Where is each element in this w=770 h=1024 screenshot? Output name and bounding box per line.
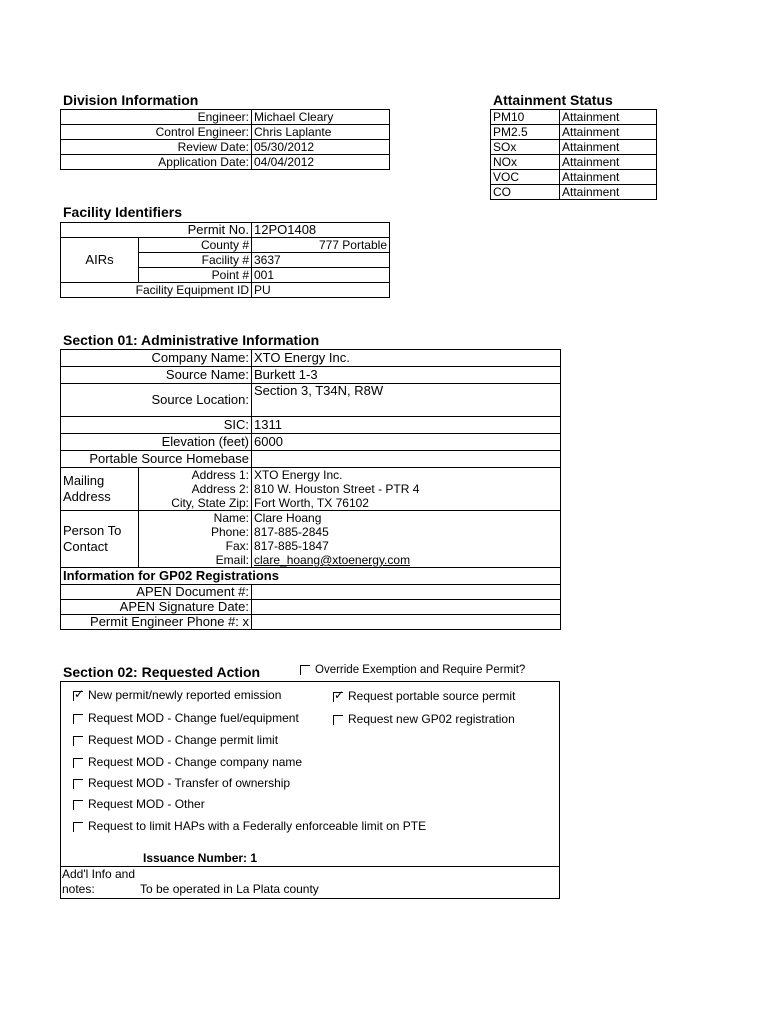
mailing-address-label xyxy=(61,468,139,511)
contact-fax-label: Fax: xyxy=(139,539,252,553)
option-label: Request MOD - Transfer of ownership xyxy=(88,776,291,790)
option-label: Request to limit HAPs with a Federally enforceable limit on PTE xyxy=(88,819,427,833)
pollutant-cell: VOC xyxy=(491,170,560,185)
homebase-label: Portable Source Homebase xyxy=(61,451,252,468)
table-row xyxy=(491,185,657,200)
option-label: Request MOD - Other xyxy=(88,797,205,811)
contact-label-line1: Person To xyxy=(63,523,122,538)
option-new-permit[interactable] xyxy=(73,688,281,702)
source-name-value: Burkett 1-3 xyxy=(252,367,561,384)
checkbox-icon xyxy=(333,715,343,725)
option-change-limit[interactable] xyxy=(73,733,278,747)
apen-signature-label: APEN Signature Date: xyxy=(61,600,252,615)
issuance-value: 1 xyxy=(250,851,258,865)
option-limit-haps[interactable] xyxy=(73,819,426,833)
option-label: Request MOD - Change company name xyxy=(88,755,303,769)
application-date-value: 04/04/2012 xyxy=(252,155,390,170)
status-cell: Attainment xyxy=(560,125,657,140)
sic-label: SIC: xyxy=(61,417,252,434)
table-row xyxy=(61,110,390,125)
option-gp02-registration[interactable] xyxy=(333,712,515,726)
checkbox-icon xyxy=(73,800,83,810)
table-row xyxy=(61,125,390,140)
option-label: New permit/newly reported emission xyxy=(88,688,282,702)
homebase-value xyxy=(252,451,561,468)
override-checkbox[interactable] xyxy=(300,663,525,677)
point-label: Point # xyxy=(139,268,252,283)
equipment-id-label: Facility Equipment ID xyxy=(61,283,252,298)
status-cell: Attainment xyxy=(560,170,657,185)
pollutant-cell: NOx xyxy=(491,155,560,170)
section01-heading: Section 01: Administrative Information xyxy=(63,332,320,348)
apen-document-label: APEN Document #: xyxy=(61,585,252,600)
issuance-label: Issuance Number: xyxy=(143,851,248,865)
sic-value: 1311 xyxy=(252,417,561,434)
checkbox-icon xyxy=(73,779,83,789)
status-cell: Attainment xyxy=(560,185,657,200)
person-to-contact-label xyxy=(61,511,139,568)
pollutant-cell: SOx xyxy=(491,140,560,155)
table-row xyxy=(61,511,561,526)
table-row xyxy=(61,615,561,630)
table-row xyxy=(61,585,561,600)
option-label: Request new GP02 registration xyxy=(348,712,515,726)
table-row xyxy=(491,155,657,170)
mailing-label-line1: Mailing xyxy=(63,473,105,488)
table-row xyxy=(61,350,561,367)
elevation-label: Elevation (feet) xyxy=(61,434,252,451)
county-label: County # xyxy=(139,238,252,253)
engineer-phone-value xyxy=(252,615,561,630)
airs-label: AIRs xyxy=(61,238,139,283)
mailing-label-line2: Address xyxy=(63,489,111,504)
checkbox-icon xyxy=(73,758,83,768)
email-link[interactable]: clare_hoang@xtoenergy.com xyxy=(254,553,411,567)
permit-value: 12PO1408 xyxy=(252,223,390,238)
table-row xyxy=(61,283,390,298)
table-row xyxy=(491,170,657,185)
facility-heading: Facility Identifiers xyxy=(63,204,183,220)
addl-info-label xyxy=(62,867,135,897)
contact-label-line2: Contact xyxy=(63,539,108,554)
engineer-value: Michael Cleary xyxy=(252,110,390,125)
address1-value: XTO Energy Inc. xyxy=(252,468,561,483)
attainment-table xyxy=(490,109,657,200)
equipment-id-value: PU xyxy=(252,283,390,298)
source-location-value: Section 3, T34N, R8W xyxy=(252,384,561,417)
review-date-value: 05/30/2012 xyxy=(252,140,390,155)
issuance-number xyxy=(143,851,257,865)
option-label: Request MOD - Change permit limit xyxy=(88,733,279,747)
table-row xyxy=(61,568,561,585)
pollutant-cell: PM2.5 xyxy=(491,125,560,140)
company-name-label: Company Name: xyxy=(61,350,252,367)
contact-email-label: Email: xyxy=(139,553,252,568)
option-label: Request MOD - Change fuel/equipment xyxy=(88,711,299,725)
point-value: 001 xyxy=(252,268,390,283)
gp02-heading: Information for GP02 Registrations xyxy=(61,568,561,585)
permit-label: Permit No. xyxy=(61,223,252,238)
address2-label: Address 2: xyxy=(139,482,252,496)
administrative-table xyxy=(60,349,561,630)
table-row xyxy=(61,223,390,238)
section02-heading: Section 02: Requested Action xyxy=(63,664,261,680)
option-label: Request portable source permit xyxy=(348,689,516,703)
citystate-label: City, State Zip: xyxy=(139,496,252,511)
table-row xyxy=(61,600,561,615)
option-change-company[interactable] xyxy=(73,755,302,769)
table-row xyxy=(491,140,657,155)
engineer-phone-label: Permit Engineer Phone #: x xyxy=(61,615,252,630)
option-other[interactable] xyxy=(73,797,205,811)
table-row xyxy=(61,451,561,468)
source-location-label: Source Location: xyxy=(61,384,252,417)
address2-value: 810 W. Houston Street - PTR 4 xyxy=(252,482,561,496)
addl-label-line1: Add'l Info and xyxy=(62,867,136,881)
table-row xyxy=(61,384,561,417)
addl-label-line2: notes: xyxy=(62,882,95,896)
application-date-label: Application Date: xyxy=(61,155,252,170)
engineer-label: Engineer: xyxy=(61,110,252,125)
pollutant-cell: PM10 xyxy=(491,110,560,125)
table-row xyxy=(491,110,657,125)
facility-number-label: Facility # xyxy=(139,253,252,268)
division-heading: Division Information xyxy=(63,92,199,108)
apen-signature-value xyxy=(252,600,561,615)
addl-info-value: To be operated in La Plata county xyxy=(140,882,319,896)
checkbox-checked-icon xyxy=(333,692,343,702)
facility-number-value: 3637 xyxy=(252,253,390,268)
contact-fax-value: 817-885-1847 xyxy=(252,539,561,553)
table-row xyxy=(61,238,390,253)
option-transfer-ownership[interactable] xyxy=(73,776,290,790)
citystate-value: Fort Worth, TX 76102 xyxy=(252,496,561,511)
control-engineer-label: Control Engineer: xyxy=(61,125,252,140)
checkbox-icon xyxy=(73,714,83,724)
table-row xyxy=(61,434,561,451)
checkbox-icon xyxy=(73,822,83,832)
company-name-value: XTO Energy Inc. xyxy=(252,350,561,367)
table-row xyxy=(61,367,561,384)
division-table xyxy=(60,109,390,170)
override-label: Override Exemption and Require Permit? xyxy=(315,664,526,676)
table-row xyxy=(61,140,390,155)
address1-label: Address 1: xyxy=(139,468,252,483)
checkbox-icon xyxy=(300,665,310,675)
apen-document-value xyxy=(252,585,561,600)
status-cell: Attainment xyxy=(560,110,657,125)
status-cell: Attainment xyxy=(560,155,657,170)
review-date-label: Review Date: xyxy=(61,140,252,155)
table-row xyxy=(61,417,561,434)
table-row xyxy=(61,468,561,483)
option-change-fuel[interactable] xyxy=(73,711,299,725)
table-row xyxy=(61,155,390,170)
county-value: 777 Portable xyxy=(252,238,390,253)
table-row xyxy=(491,125,657,140)
pollutant-cell: CO xyxy=(491,185,560,200)
checkbox-icon xyxy=(73,736,83,746)
elevation-value: 6000 xyxy=(252,434,561,451)
contact-name-label: Name: xyxy=(139,511,252,526)
attainment-heading: Attainment Status xyxy=(493,92,613,108)
contact-email-value xyxy=(252,553,561,568)
contact-phone-value: 817-885-2845 xyxy=(252,525,561,539)
source-name-label: Source Name: xyxy=(61,367,252,384)
contact-name-value: Clare Hoang xyxy=(252,511,561,526)
option-portable-permit[interactable] xyxy=(333,689,515,703)
checkbox-checked-icon xyxy=(73,691,83,701)
status-cell: Attainment xyxy=(560,140,657,155)
contact-phone-label: Phone: xyxy=(139,525,252,539)
facility-table xyxy=(60,222,390,298)
control-engineer-value: Chris Laplante xyxy=(252,125,390,140)
